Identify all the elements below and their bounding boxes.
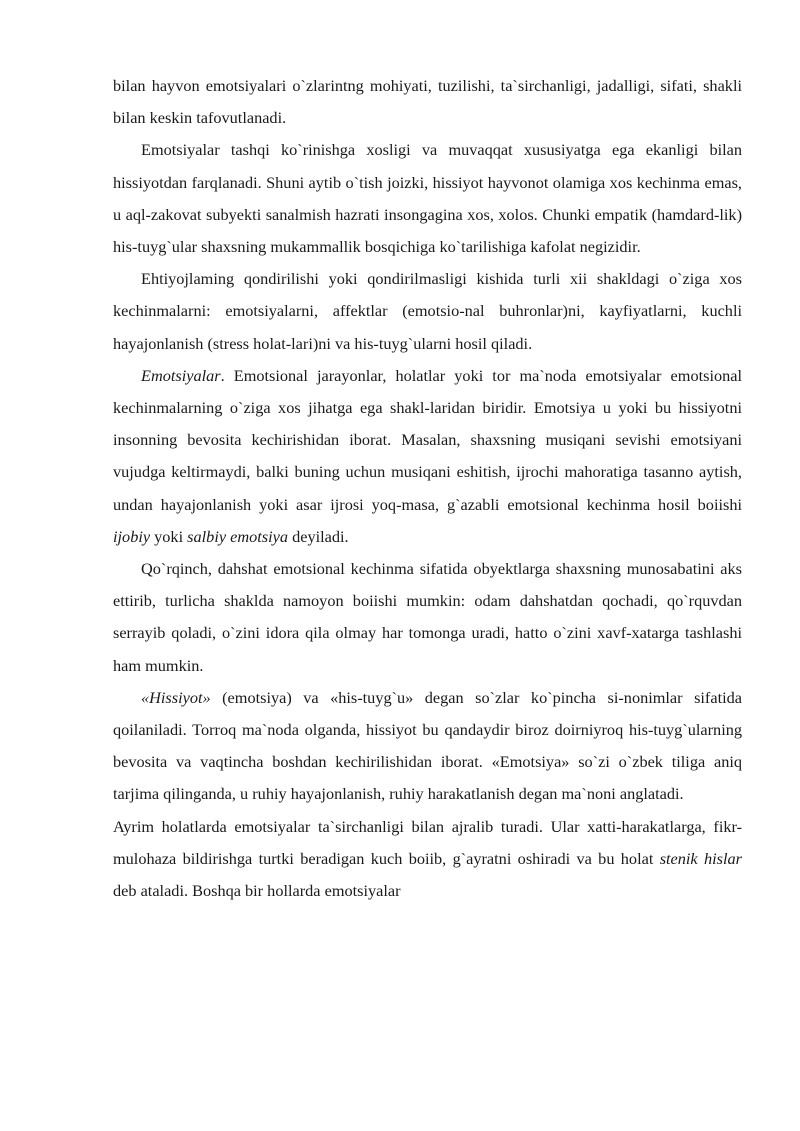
paragraph-7-term: stenik hislar <box>659 848 742 868</box>
paragraph-5-text: Qo`rqinch, dahshat emotsional kechinma sifatida obyektlarga shaxsning munosabatini aks ettirib, turlicha shaklda namoyon boiishi mumkin: odam dahshatdan qochadi, qo`rquvdan serrayib qoladi, o`zini idora qila olmay har tomonga uradi, hatto o`zini xavf-xatarga tashlashi ham mumkin. <box>113 559 742 675</box>
paragraph-1 <box>113 70 742 134</box>
paragraph-6-term: «Hissiyot» <box>141 687 211 707</box>
paragraph-5 <box>113 553 742 682</box>
paragraph-4-term-positive: ijobiy <box>113 526 151 546</box>
paragraph-7-text: Ayrim holatlarda emotsiyalar ta`sirchanligi bilan ajralib turadi. Ular xatti-harakatlarga, fikr-mulohaza bildirishga turtki beradigan kuch boiib, g`ayratni oshiradi va bu holat <box>113 816 742 868</box>
paragraph-4-term: Emotsiyalar <box>141 365 221 385</box>
paragraph-4-ending: deyiladi. <box>288 526 349 546</box>
paragraph-7 <box>113 811 742 908</box>
paragraph-3-text: Ehtiyojlaming qondirilishi yoki qondirilmasligi kishida turli xii shakldagi o`ziga xos kechinmalarni: emotsiyalarni, affektlar (emotsio-nal buhronlar)ni, kayfiyatlarni, kuchli hayajonlanish (stress holat-lari)ni va his-tuyg`ularni hosil qiladi. <box>113 269 742 353</box>
paragraph-2-text: Emotsiyalar tashqi ko`rinishga xosligi va muvaqqat xususiyatga ega ekanligi bilan hissiyotdan farqlanadi. Shuni aytib o`tish joizki, hissiyot hayvonot olamiga xos kechinma emas, u aql-zakovat subyekti sanalmish hazrati insongagina xos, xolos. Chunki empatik (hamdard-lik) his-tuyg`ular shaxsning mukammallik bosqichiga ko`tarilishiga kafolat negizidir. <box>113 140 742 257</box>
paragraph-2 <box>113 134 742 263</box>
document-page <box>113 70 742 907</box>
paragraph-7-ending: deb ataladi. Boshqa bir hollarda emotsiyalar <box>113 881 401 901</box>
paragraph-6 <box>113 682 742 811</box>
paragraph-1-text: bilan hayvon emotsiyalari o`zlarintng mohiyati, tuzilishi, ta`sirchanligi, jadalligi, sifati, shakli bilan keskin tafovutlanadi. <box>113 76 742 128</box>
paragraph-4 <box>113 360 742 553</box>
paragraph-4-term-negative: salbiy emotsiya <box>187 526 289 546</box>
paragraph-4-connector: yoki <box>150 526 188 546</box>
paragraph-4-text: . Emotsional jarayonlar, holatlar yoki tor ma`noda emotsiyalar emotsional kechinmalarning o`ziga xos jihatga ega shakl-laridan biridir. Emotsiya u yoki bu hissiyotni insonning bevosita kechirishidan iborat. Masalan, shaxsning musiqani sevishi emotsiyani vujudga keltirmaydi, balki buning uchun musiqani eshitish, ijrochi mahoratiga tasanno aytish, undan hayajonlanish yoki asar ijrosi yoq-masa, g`azabli emotsional kechinma hosil boiishi <box>113 365 742 514</box>
paragraph-6-text: (emotsiya) va «his-tuyg`u» degan so`zlar ko`pincha si-nonimlar sifatida qoilaniladi. Torroq ma`noda olganda, hissiyot bu qandaydir biroz doirniyroq his-tuyg`ularning bevosita va vaqtincha boshdan kechirilishidan iborat. «Emotsiya» so`zi o`zbek tiliga aniq tarjima qilinganda, u ruhiy hayajonlanish, ruhiy harakatlanish degan ma`noni anglatadi. <box>113 687 742 804</box>
paragraph-3 <box>113 263 742 360</box>
